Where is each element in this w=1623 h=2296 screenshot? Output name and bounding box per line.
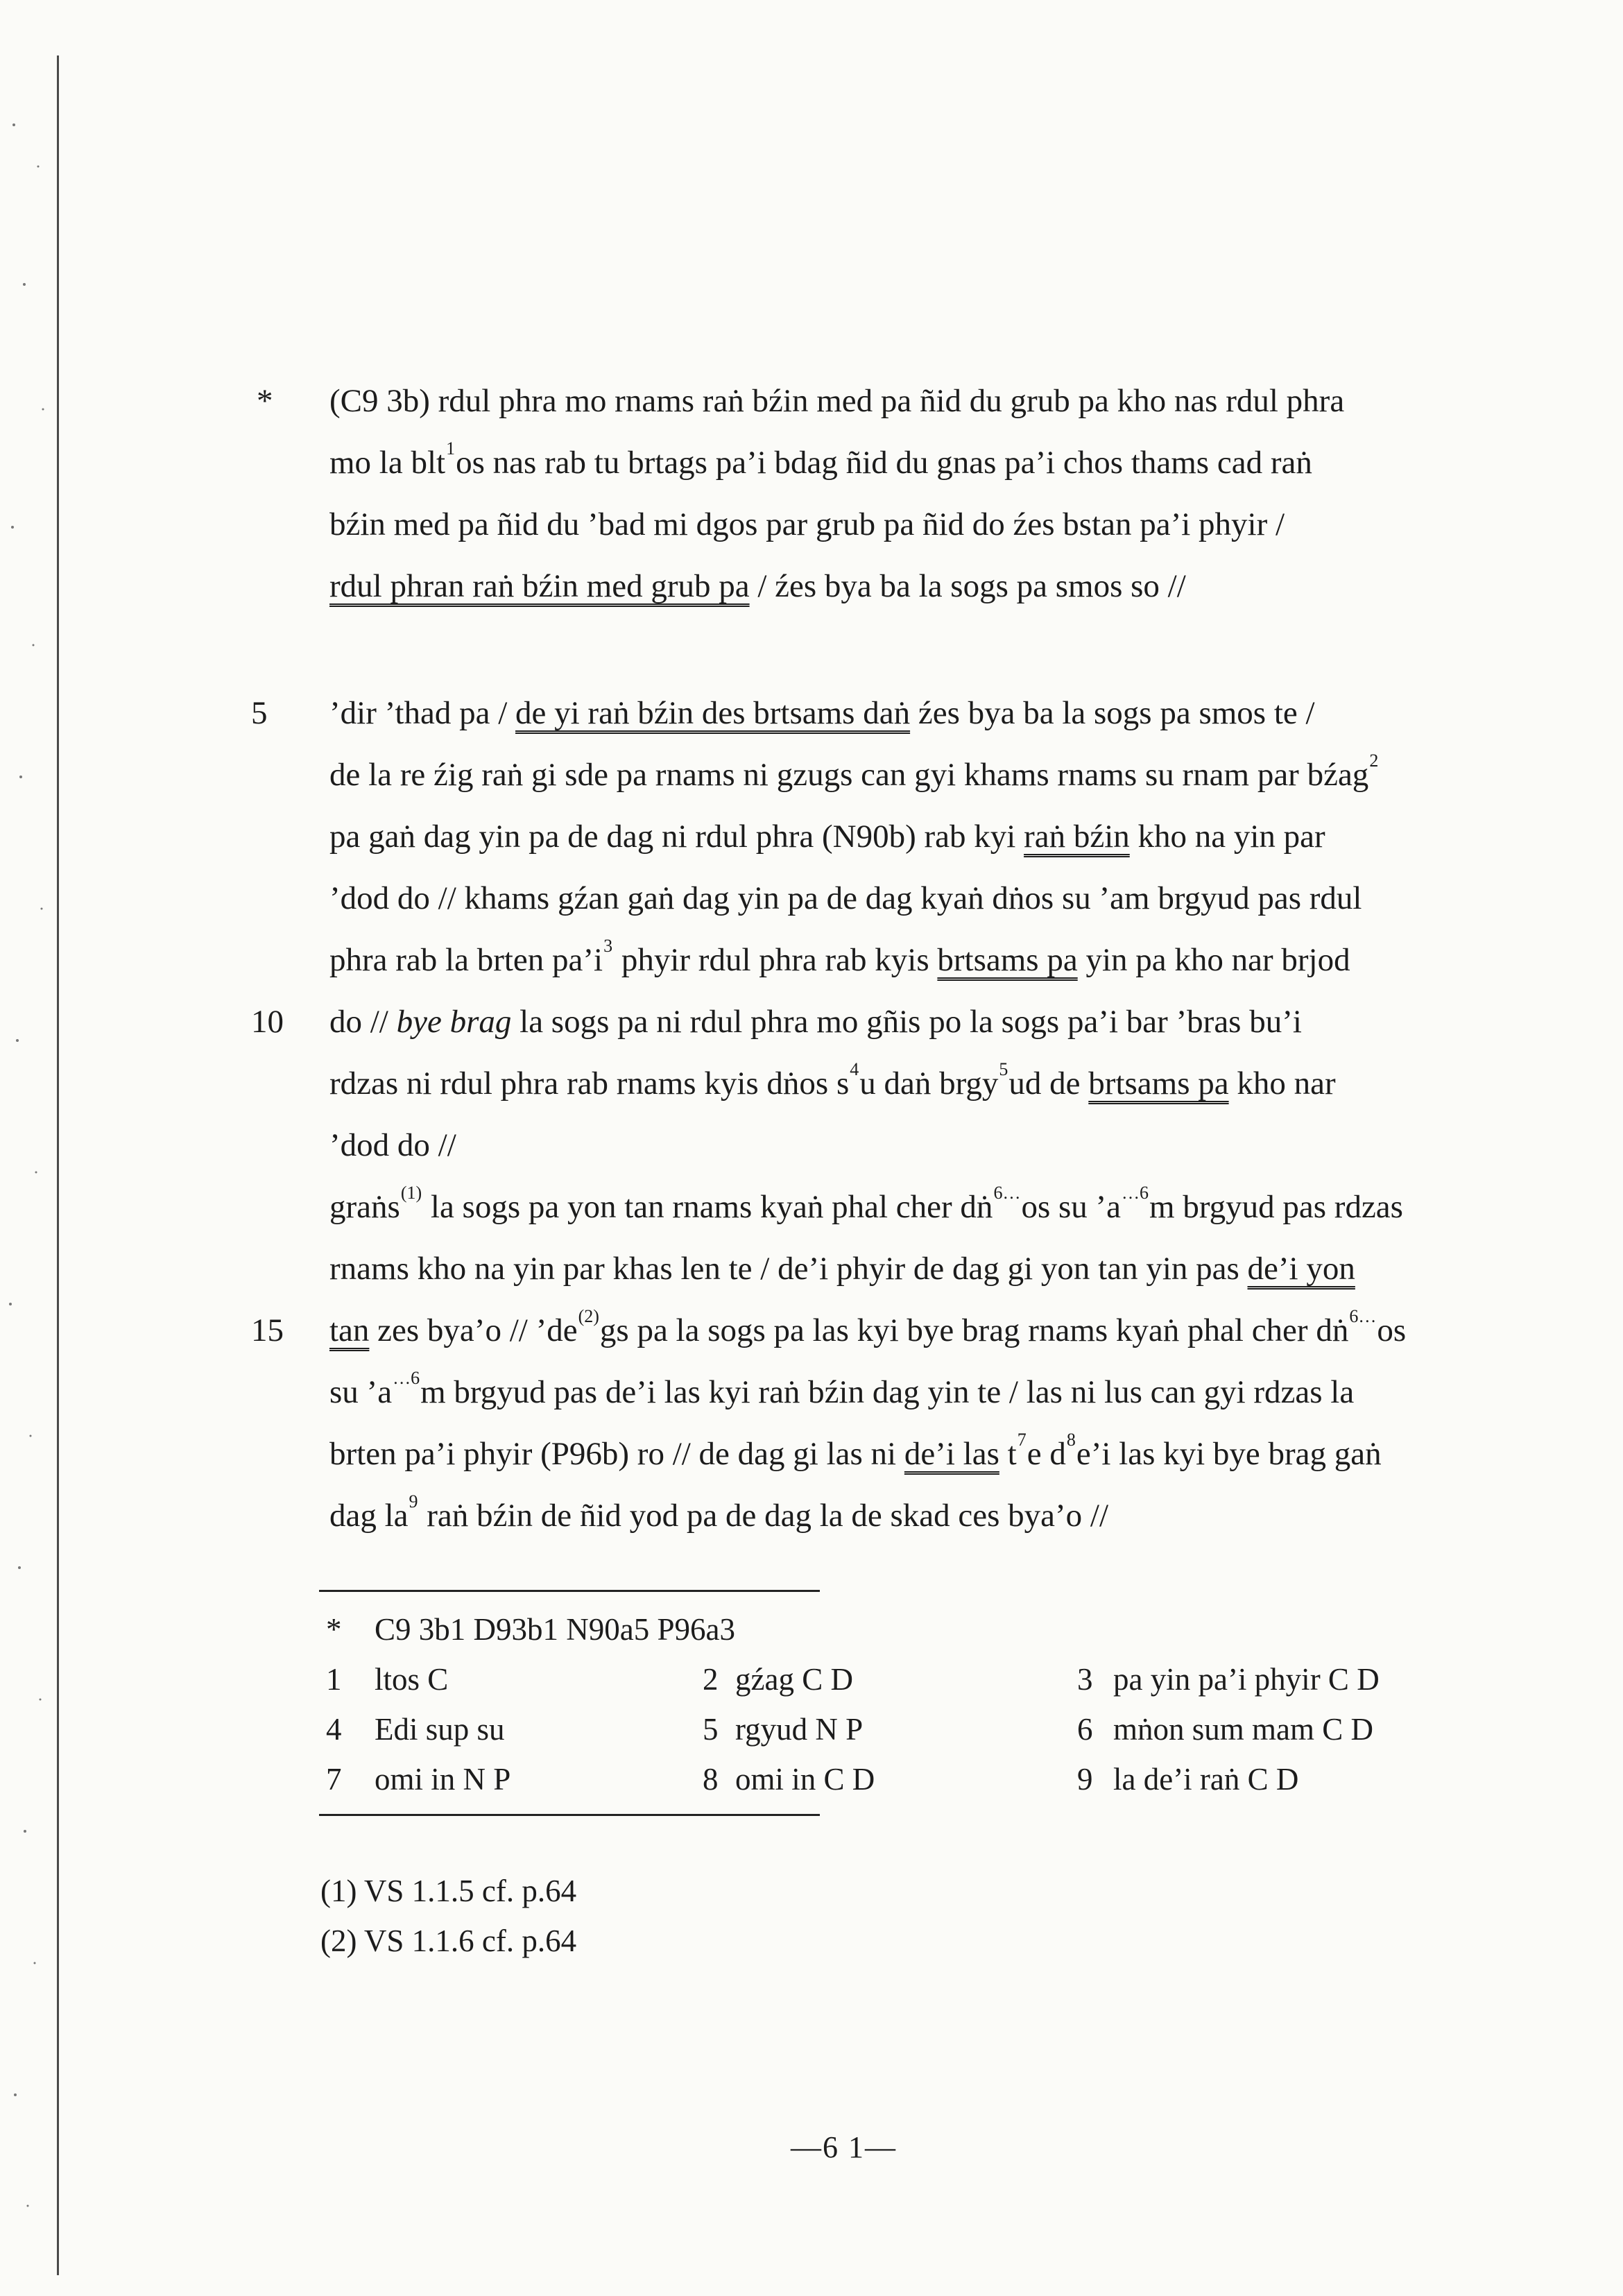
line-number-10: 10: [251, 1004, 284, 1040]
apparatus-entry: rgyud N P: [735, 1712, 864, 1747]
apparatus-entry: pa yin pa’i phyir C D: [1113, 1662, 1380, 1697]
text-line-7: pa gaṅ dag yin pa de dag ni rdul phra (N90b) rab kyi raṅ bźin kho na yin par: [329, 819, 1325, 855]
line-number-5: 5: [251, 695, 268, 731]
footnote-ref: 8: [1066, 1429, 1076, 1450]
reference-note-2: (2) VS 1.1.6 cf. p.64: [320, 1924, 577, 1958]
apparatus-num: 5: [703, 1712, 719, 1747]
lemma-underline: rdul phran raṅ bźin med grub pa: [329, 568, 750, 604]
footnote-ref: 2: [1369, 750, 1379, 771]
lemma-underline: brtsams pa: [1088, 1065, 1229, 1102]
text-line-16: su ’a$^{\dots 6}$m brgyud pas de’i las kyi raṅ bźin dag yin te / las ni lus can gyi rdzas la: [329, 1367, 1355, 1410]
footnote-ref: 9: [409, 1491, 418, 1511]
text-line-8: ’dod do // khams gźan gaṅ dag yin pa de dag kyaṅ dṅos su ’am brgyud pas rdul: [329, 880, 1362, 916]
text-line-1: (C9 3b) rdul phra mo rnams raṅ bźin med pa ñid du grub pa kho nas rdul phra: [329, 383, 1345, 419]
apparatus-bottom-rule: [319, 1814, 820, 1816]
apparatus-entry: omi in C D: [735, 1762, 875, 1797]
apparatus-entry: la de’i raṅ C D: [1113, 1762, 1299, 1797]
lemma-underline: de’i yon: [1247, 1251, 1355, 1287]
footnote-ref: …6: [393, 1367, 420, 1388]
footnote-ref: 6…: [993, 1182, 1021, 1203]
apparatus-num: 6: [1077, 1712, 1093, 1747]
apparatus-entry: ltos C: [375, 1662, 449, 1697]
text-line-6: de la re źig raṅ gi sde pa rnams ni gzugs can gyi khams rnams su rnam par bźag$^2$: [329, 750, 1379, 793]
line-number-15: 15: [251, 1312, 284, 1348]
lemma-underline: brtsams pa: [937, 942, 1078, 978]
apparatus-num: 7: [326, 1762, 342, 1797]
text-line-13: graṅs$^{(1)}$ la sogs pa yon tan rnams kyaṅ phal cher dṅ$^{6\dots}$os su ’a$^{\dots 6}$m brgyud pas rdzas: [329, 1182, 1403, 1225]
reference-note-1: (1) VS 1.1.5 cf. p.64: [320, 1874, 577, 1908]
footnote-ref: 1: [446, 438, 456, 459]
text-line-12: ’dod do //: [329, 1127, 456, 1163]
footnote-ref: …6: [1122, 1182, 1149, 1203]
scan-speckle: [0, 0, 55, 2296]
apparatus-num: 2: [703, 1662, 719, 1697]
apparatus-num: 3: [1077, 1662, 1093, 1697]
apparatus-top-rule: [319, 1590, 820, 1592]
text-line-2: mo la blt$^1$os nas rab tu brtags pa’i bdag ñid du gnas pa’i chos thams cad raṅ: [329, 438, 1312, 481]
footnote-ref: (2): [578, 1305, 599, 1326]
binding-edge: [57, 55, 59, 2275]
apparatus-num: 8: [703, 1762, 719, 1797]
lemma-underline: de yi raṅ bźin des brtsams daṅ: [515, 695, 911, 731]
apparatus-entry: omi in N P: [375, 1762, 511, 1797]
apparatus-num: 4: [326, 1712, 342, 1747]
text-line-11: rdzas ni rdul phra rab rnams kyis dṅos s$^4$u daṅ brgy$^5$ud de brtsams pa kho nar: [329, 1059, 1336, 1102]
apparatus-entry: mṅon sum mam C D: [1113, 1712, 1374, 1747]
text-line-14: rnams kho na yin par khas len te / de’i phyir de dag gi yon tan yin pas de’i yon: [329, 1251, 1355, 1287]
footnote-ref: 6…: [1349, 1305, 1377, 1326]
text-line-3: bźin med pa ñid du ’bad mi dgos par grub pa ñid do źes bstan pa’i phyir /: [329, 506, 1285, 542]
text-line-5: ’dir ’thad pa / de yi raṅ bźin des brtsams daṅ źes bya ba la sogs pa smos te /: [329, 695, 1315, 731]
footnote-ref: 4: [850, 1059, 859, 1079]
lemma-underline: raṅ bźin: [1024, 819, 1130, 855]
text-line-17: brten pa’i phyir (P96b) ro // de dag gi las ni de’i las t$^7$e d$^8$e’i las kyi bye brag gaṅ: [329, 1429, 1382, 1472]
record-marker: *: [257, 383, 273, 419]
text-line-18: dag la$^9$ raṅ bźin de ñid yod pa de dag la de skad ces bya’o //: [329, 1491, 1109, 1534]
text-line-10: do // bye brag la sogs pa ni rdul phra mo gñis po la sogs pa’i bar ’bras bu’i: [329, 1004, 1302, 1040]
footnote-ref: 3: [603, 935, 613, 956]
apparatus-entry: Edi sup su: [375, 1712, 505, 1747]
apparatus-entry: C9 3b1 D93b1 N90a5 P96a3: [375, 1612, 735, 1647]
apparatus-num: 1: [326, 1662, 342, 1697]
apparatus-entry: gźag C D: [735, 1662, 853, 1697]
text-line-4: rdul phran raṅ bźin med grub pa / źes bya ba la sogs pa smos so //: [329, 568, 1186, 604]
lemma-underline: de’i las: [904, 1436, 999, 1472]
footnote-ref: 7: [1017, 1429, 1027, 1450]
lemma-underline: tan: [329, 1312, 370, 1348]
footnote-ref: 5: [999, 1059, 1008, 1079]
footnote-ref: (1): [400, 1182, 422, 1203]
reference-notes: [320, 1866, 576, 1966]
text-line-9: phra rab la brten pa’i$^3$ phyir rdul phra rab kyis brtsams pa yin pa kho nar brjod: [329, 935, 1350, 978]
apparatus-num: *: [326, 1612, 342, 1647]
page-number: —6 1—: [791, 2130, 897, 2164]
text-line-15: tan zes bya’o // ’de$^{(2)}$gs pa la sogs pa las kyi bye brag rnams kyaṅ phal cher dṅ$^{6\dots}$os: [329, 1305, 1407, 1348]
apparatus-num: 9: [1077, 1762, 1093, 1797]
